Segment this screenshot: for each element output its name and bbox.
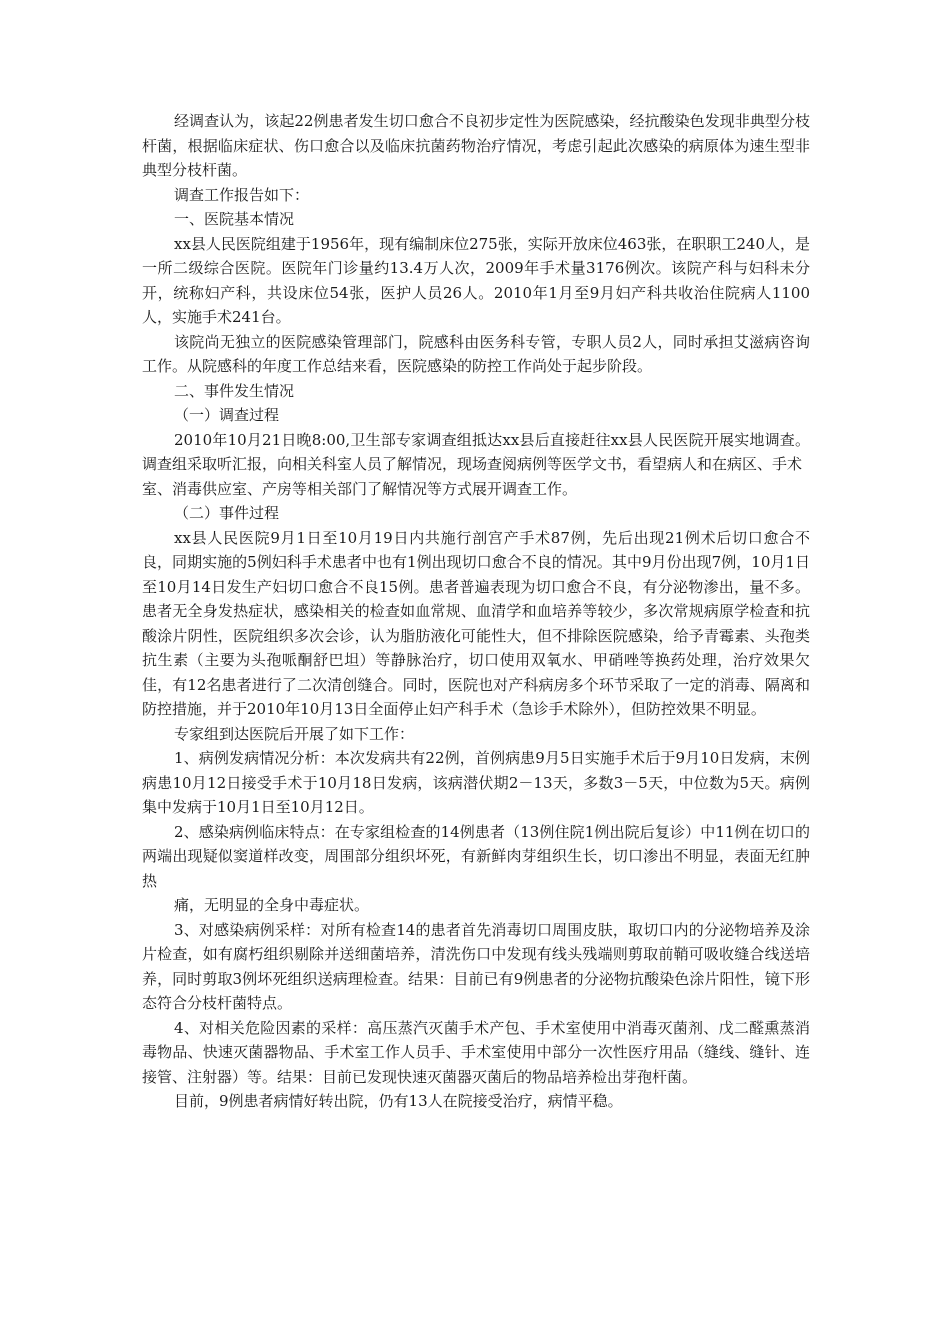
subsection-heading-event-process: （二）事件过程	[174, 504, 280, 522]
paragraph-expert-work-intro: 专家组到达医院后开展了如下工作：	[174, 724, 415, 743]
document-body	[142, 109, 810, 1114]
paragraph-current-status: 目前，9例患者病情好转出院，仍有13人在院接受治疗，病情平稳。	[174, 1092, 623, 1110]
paragraph-event-process: xx县人民医院9月1日至10月19日内共施行剖宫产手术87例，先后出现21例术后切口愈合不良，同期实施的5例妇科手术患者中也有1例出现切口愈合不良的情况。其中9月份出现7例，10月1日至10月14日发生产妇切口愈合不良15例。患者普遍表现为切口愈合不良，有分泌物渗出，量不多。患者无全身发热症状，感染相关的检查如血常规、血清学和血培养等较少，多次常规病原学检查和抗酸涂片阴性，医院组织多次会诊，认为脂肪液化可能性大，但不排除医院感染，给予青霉素、头孢类抗生素（主要为头孢哌酮舒巴坦）等静脉治疗，切口使用双氧水、甲硝唑等换药处理，治疗效果欠佳，有12名患者进行了二次清创缝合。同时，医院也对产科病房多个环节采取了一定的消毒、隔离和防控措施，并于2010年10月13日全面停止妇产科手术（急诊手术除外），但防控效果不明显。	[142, 528, 810, 718]
paragraph-report-intro: 调查工作报告如下：	[174, 185, 310, 204]
subsection-heading-investigation-process: （一）调查过程	[174, 406, 280, 424]
paragraph-investigation-process-continued: 室、消毒供应室、产房等相关部门了解情况等方式展开调查工作。	[142, 479, 578, 498]
paragraph-item-1-case-analysis: 1、病例发病情况分析：本次发病共有22例，首例病患9月5日实施手术后于9月10日发病，末例病患10月12日接受手术于10月18日发病，该病潜伏期2－13天，多数3－5天，中位数为5天。病例集中发病于10月1日至10月12日。	[142, 749, 810, 816]
paragraph-conclusion: 经调查认为，该起22例患者发生切口愈合不良初步定性为医院感染，经抗酸染色发现非典型分枝杆菌，根据临床症状、伤口愈合以及临床抗菌药物治疗情况，考虑引起此次感染的病原体为速生型非典型分枝杆菌。	[142, 112, 810, 179]
section-heading-incident: 二、事件发生情况	[174, 381, 295, 400]
paragraph-infection-department: 该院尚无独立的医院感染管理部门，院感科由医务科专管，专职人员2人，同时承担艾滋病咨询工作。从院感科的年度工作总结来看，医院感染的防控工作尚处于起步阶段。	[142, 332, 810, 375]
paragraph-investigation-process: 2010年10月21日晚8:00,卫生部专家调查组抵达xx县后直接赶往xx县人民医院开展实地调查。调查组采取听汇报，向相关科室人员了解情况，现场查阅病例等医学文书，看望病人和在病区、手术	[142, 430, 810, 473]
paragraph-item-2-continued: 痛，无明显的全身中毒症状。	[174, 896, 370, 914]
paragraph-item-4-risk-factors: 4、对相关危险因素的采样：高压蒸汽灭菌手术产包、手术室使用中消毒灭菌剂、戊二醛熏蒸消毒物品、快速灭菌器物品、手术室工作人员手、手术室使用中部分一次性医疗用品（缝线、缝针、连接管、注射器）等。结果：目前已发现快速灭菌器灭菌后的物品培养检出芽孢杆菌。	[142, 1018, 810, 1086]
paragraph-item-2-clinical-features: 2、感染病例临床特点：在专家组检查的14例患者（13例住院1例出院后复诊）中11例在切口的两端出现疑似窦道样改变，周围部分组织坏死，有新鲜肉芽组织生长，切口渗出不明显，表面无红肿热	[142, 822, 810, 890]
paragraph-hospital-overview: xx县人民医院组建于1956年，现有编制床位275张，实际开放床位463张，在职职工240人，是一所二级综合医院。医院年门诊量约13.4万人次，2009年手术量3176例次。该院产科与妇科未分开，统称妇产科，共设床位54张，医护人员26人。2010年1月至9月妇产科共收治住院病人1100人，实施手术241台。	[142, 234, 810, 326]
paragraph-item-3-sampling: 3、对感染病例采样：对所有检查14的患者首先消毒切口周围皮肤，取切口内的分泌物培养及涂片检查，如有腐朽组织剔除并送细菌培养，清洗伤口中发现有线头残端则剪取前鞘可吸收缝合线送培养，同时剪取3例坏死组织送病理检查。结果：目前已有9例患者的分泌物抗酸染色涂片阳性，镜下形态符合分枝杆菌特点。	[142, 920, 810, 1012]
section-heading-hospital-basics: 一、医院基本情况	[174, 210, 295, 228]
